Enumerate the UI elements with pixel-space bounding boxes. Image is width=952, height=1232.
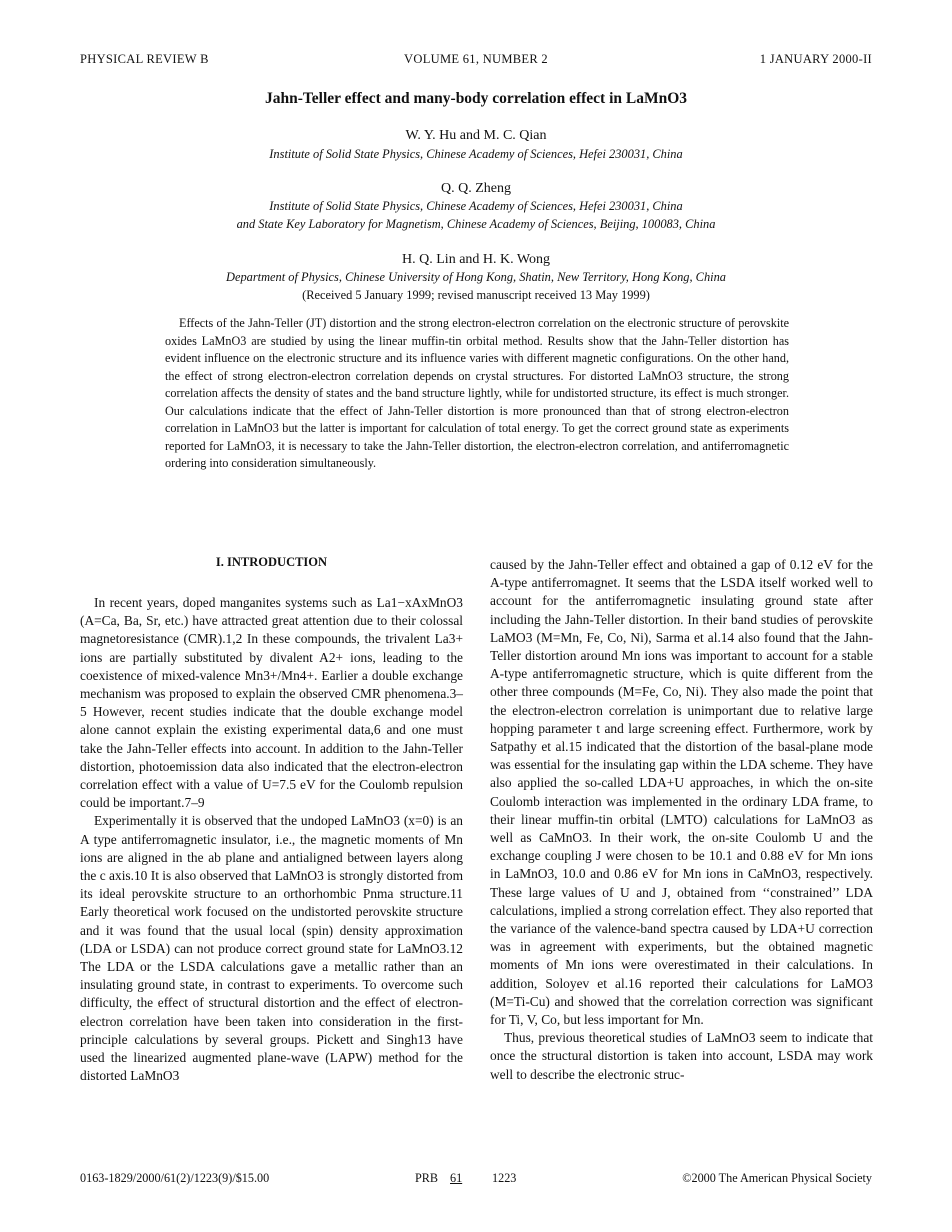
affiliation-2b: and State Key Laboratory for Magnetism, Chinese Academy of Sciences, Beijing, 100083, China [236, 217, 716, 231]
author-group-3: H. Q. Lin and H. K. Wong [402, 252, 550, 267]
abstract [165, 315, 789, 473]
right-paragraph-2: Thus, previous theoretical studies of LaMnO3 seem to indicate that once the structural distortion is taken into account, LSDA may work well to describe the electronic struc- [490, 1030, 873, 1082]
journal-abbrev: PRB [415, 1171, 439, 1185]
left-paragraph-1: In recent years, doped manganites systems such as La1−xAxMnO3 (A=Ca, Ba, Sr, etc.) have attracted great attention due to their colossal magnetoresistance (CMR).1,2 In these compounds, the trivalent La3+ ions are partially substituted by divalent A2+ ions, leading to the coexistence of mixed-valence Mn3+/Mn4+. Earlier a double exchange mechanism was proposed to explain the observed CMR phenomena.3–5 However, recent studies indicate that the double exchange model alone cannot explain the existing experimental data,6 and one must take the Jahn-Teller effects into account. In addition to the Jahn-Teller distortion, photoemission data also indicated that the electron-electron correlation effect with a value of U=7.5 eV for the Coulomb repulsion could be important.7–9 [80, 595, 463, 811]
affiliation-3: Department of Physics, Chinese University of Hong Kong, Shatin, New Territory, Hong Kong, China [226, 270, 726, 284]
running-header [80, 52, 872, 68]
left-paragraph-2: Experimentally it is observed that the undoped LaMnO3 (x=0) is an A type antiferromagnetic insulator, i.e., the magnetic moments of Mn ions are aligned in the ab plane and antialigned between layers along the c axis.10 It is also observed that LaMnO3 is strongly distorted from its ideal perovskite structure to an orthorhombic Pnma structure.11 Early theoretical work focused on the undistorted perovskite structure and it was found that the usual local (spin) density approximation (LDA or LSDA) can not produce correct ground state for LaMnO3.12 The LDA or the LSDA calculations gave a metallic rather than an insulating ground state, in contrast to experiments. To overcome such difficulty, the effect of structural distortion and the effect of electron-electron correlation have been taken into consideration in the first-principle calculations by several groups. Pickett and Singh13 have used the linearized augmented plane-wave (LAPW) method for the distorted LaMnO3 [80, 813, 463, 1084]
article-code: 0163-1829/2000/61(2)/1223(9)/$15.00 [80, 1171, 270, 1185]
left-column [80, 553, 463, 1085]
page-footer [80, 1171, 872, 1187]
page-number: 1223 [492, 1171, 517, 1185]
abstract-text: Effects of the Jahn-Teller (JT) distortion and the strong electron-electron correlation on the electronic structure of perovskite oxides LaMnO3 are studied by using the linear muffin-tin orbital method. Results show that the Jahn-Teller distortion has evident influence on the electronic structure and its influence varies with different magnetic configurations. On the other hand, the effect of strong electron-electron correlation depends on crystal structures. For distorted LaMnO3 structure, the strong correlation affects the density of states and the band structure lightly, while for undistorted structure, its effect is much stronger. Our calculations indicate that the effect of Jahn-Teller distortion is more pronounced than that of strong electron-electron correlation in LaMnO3 but the latter is important for calculation of total energy. To get the correct ground state as experiments reported for LaMnO3, it is necessary to take the Jahn-Teller distortion, the electron-electron correlation, and antiferromagnetic ordering into consideration simultaneously. [165, 316, 789, 470]
issue-date: 1 JANUARY 2000-II [759, 52, 872, 66]
journal-name: PHYSICAL REVIEW B [80, 52, 209, 66]
received-date: (Received 5 January 1999; revised manuscript received 13 May 1999) [302, 288, 650, 302]
paper-title [80, 90, 872, 108]
affiliation-2a: Institute of Solid State Physics, Chinese Academy of Sciences, Hefei 230031, China [269, 199, 683, 213]
copyright: ©2000 The American Physical Society [682, 1171, 872, 1185]
paper-title-text: Jahn-Teller effect and many-body correlation effect in LaMnO3 [264, 90, 688, 107]
right-paragraph-1: caused by the Jahn-Teller effect and obtained a gap of 0.12 eV for the A-type antiferromagnet. It seems that the LSDA itself worked well to account for the antiferromagnetic insulating ground state after including the Jahn-Teller distortion. In their band studies of perovskite LaMO3 (M=Mn, Fe, Co, Ni), Sarma et al.14 also found that the Jahn-Teller distortion around Mn ions was important to account for a stable A-type antiferromagnetic structure, which is quite different from the other three compounds (M=Fe, Co, Ni). They also made the point that the electron-electron correlation is unimportant due to relative large hopping parameter t and large screening effect. Furthermore, work by Satpathy et al.15 indicated that the distortion of the basal-plane mode was essential for the insulating gap within the LDA scheme. They have also applied the so-called LDA+U approaches, in which the on-site Coulomb interaction was implemented in the ordinary LDA frame, to their linear muffin-tin orbital (LMTO) calculations for LaMnO3 as well as CaMnO3. In their work, the on-site Coulomb U and the exchange coupling J were chosen to be 10.1 and 0.88 eV for Mn ions in LaMnO3, 10.0 and 0.86 eV for Mn ions in CaMnO3, respectively. These large values of U and J, obtained from ‘‘constrained’’ LDA calculations, implied a strong correlation effect. They also reported that the variance of the valence-band spectra caused by LDA+U correction was in agreement with experiments, but the obtained magnetic moments of Mn ions were overestimated in their calculations. In addition, Soloyev et al.16 reported their calculations for LaMO3 (M=Ti-Cu) and showed that the correlation correction was significant for Ti, V, Co, but less important for Mn. [490, 557, 873, 1028]
author-group-2: Q. Q. Zheng [441, 181, 511, 196]
section-heading: I. INTRODUCTION [215, 555, 328, 569]
right-column [490, 556, 873, 1084]
author-group-1: W. Y. Hu and M. C. Qian [405, 128, 547, 143]
footer-volume: 61 [450, 1171, 463, 1185]
volume-number: VOLUME 61, NUMBER 2 [404, 52, 548, 66]
affiliation-1: Institute of Solid State Physics, Chinese Academy of Sciences, Hefei 230031, China [269, 147, 683, 161]
